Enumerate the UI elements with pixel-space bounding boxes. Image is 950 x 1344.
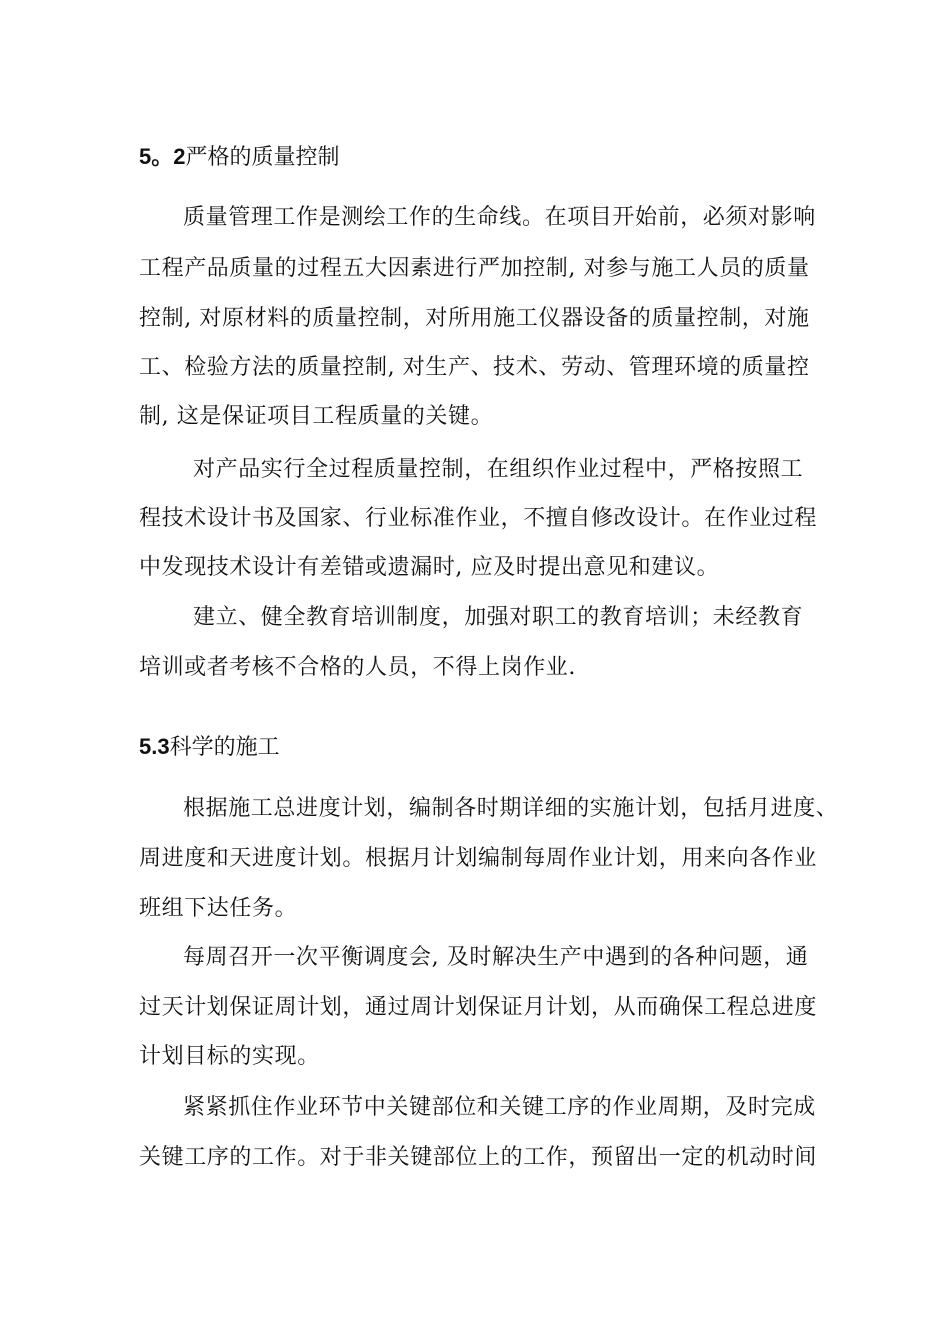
text-line: 根据施工总进度计划，编制各时期详细的实施计划，包括月进度、: [183, 796, 839, 821]
text-line: 过天计划保证周计划，通过周计划保证月计划，从而确保工程总进度: [139, 995, 818, 1020]
text-line: 每周召开一次平衡调度会, 及时解决生产中遇到的各种问题，通: [183, 945, 809, 970]
text-line: 制, 这是保证项目工程质量的关键。: [139, 404, 494, 429]
text-line: 质量管理工作是测绘工作的生命线。在项目开始前，必须对影响: [183, 205, 816, 230]
text-line: 对产品实行全过程质量控制，在组织作业过程中，严格按照工: [193, 457, 804, 482]
section-number: 5.3: [139, 734, 170, 759]
section-title: 科学的施工: [169, 735, 280, 760]
text-line: 工程产品质量的过程五大因素进行严加控制, 对参与施工人员的质量: [139, 256, 810, 281]
text-line: 班组下达任务。: [139, 896, 298, 921]
text-line: 程技术设计书及国家、行业标准作业，不擅自修改设计。在作业过程: [139, 506, 818, 531]
text-line: 紧紧抓住作业环节中关键部位和关键工序的作业周期，及时完成: [183, 1095, 816, 1120]
text-line: 周进度和天进度计划。根据月计划编制每周作业计划，用来向各作业: [139, 846, 818, 871]
text-line: 计划目标的实现。: [139, 1044, 320, 1069]
section-heading-5-3: [139, 732, 280, 763]
section-title: 严格的质量控制: [185, 145, 340, 170]
text-line: 工、检验方法的质量控制, 对生产、技术、劳动、管理环境的质量控: [139, 355, 810, 380]
text-line: 中发现技术设计有差错或遗漏时, 应及时提出意见和建议。: [139, 555, 720, 580]
text-line: 控制, 对原材料的质量控制，对所用施工仪器设备的质量控制，对施: [139, 306, 810, 331]
text-line: 建立、健全教育培训制度，加强对职工的教育培训；未经教育: [193, 605, 804, 630]
text-line: 关键工序的工作。对于非关键部位上的工作，预留出一定的机动时间: [139, 1145, 818, 1170]
section-number: 5。2: [139, 144, 186, 169]
section-heading-5-2: [139, 142, 340, 173]
text-line: 培训或者考核不合格的人员，不得上岗作业.: [139, 655, 576, 680]
